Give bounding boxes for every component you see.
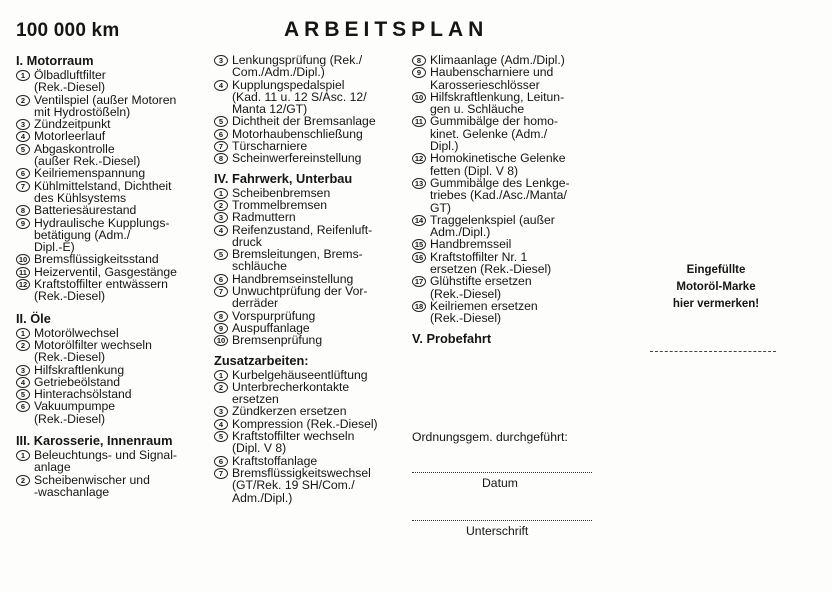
item-text: Dipl.-E) — [34, 240, 75, 255]
date-line[interactable] — [412, 472, 592, 473]
checklist — [16, 69, 212, 303]
item-number-badge: 9 — [412, 67, 426, 78]
item-text: Zündzeitpunkt — [34, 117, 111, 132]
item-text: mit Hydrostößeln) — [34, 104, 131, 119]
item-text: Unterbrecherkontakte — [232, 379, 350, 394]
item-text: Reifenzustand, Reifenluft- — [232, 222, 373, 237]
checklist — [412, 54, 598, 325]
item-number-badge: 1 — [214, 188, 228, 199]
item-text: druck — [232, 234, 262, 249]
item-number-badge: 7 — [214, 286, 228, 297]
item-text: Handbremseinstellung — [232, 271, 354, 286]
item-text: Hinterachsölstand — [34, 387, 132, 402]
item-text: Getriebeölstand — [34, 374, 121, 389]
item-number-badge: 10 — [214, 335, 228, 346]
checklist-section — [16, 54, 212, 303]
item-text: Batteriesäurestand — [34, 203, 137, 218]
item-number-badge: 2 — [16, 95, 30, 106]
checklist — [16, 327, 212, 425]
checklist-item — [214, 115, 406, 127]
item-text: ersetzen — [232, 392, 279, 407]
oil-brand-note — [646, 262, 786, 313]
section-heading: IV. Fahrwerk, Unterbau — [214, 170, 353, 186]
item-text: Kraftstoffilter Nr. 1 — [430, 249, 528, 264]
section-heading: Zusatzarbeiten: — [214, 352, 309, 368]
item-number-badge: 5 — [214, 431, 228, 442]
item-number-badge: 9 — [214, 323, 228, 334]
checklist-item-continuation — [16, 486, 212, 498]
item-text: des Kühlsystems — [34, 190, 127, 205]
item-text: -waschanlage — [34, 484, 110, 499]
checklist-item — [412, 152, 598, 164]
item-number-badge: 14 — [412, 215, 426, 226]
item-text: (außer Rek.-Diesel) — [34, 154, 141, 169]
item-text: Keilriemen ersetzen — [430, 298, 538, 313]
checklist-item-continuation — [16, 351, 212, 363]
item-text: Beleuchtungs- und Signal- — [34, 448, 177, 463]
item-text: Kraftstoffanlage — [232, 453, 318, 468]
item-text: Homokinetische Gelenke — [430, 151, 566, 166]
section-heading: III. Karosserie, Innenraum — [16, 433, 173, 449]
item-text: Gummibälge des Lenkge- — [430, 175, 570, 190]
checklist-item — [412, 238, 598, 250]
column-3 — [412, 54, 598, 347]
item-number-badge: 8 — [16, 205, 30, 216]
checklist-item — [16, 167, 212, 179]
item-number-badge: 1 — [16, 328, 30, 339]
checklist — [214, 369, 406, 504]
item-text: Dipl.) — [430, 139, 459, 154]
item-text: betätigung (Adm./ — [34, 227, 131, 242]
item-number-badge: 8 — [214, 153, 228, 164]
item-number-badge: 3 — [214, 406, 228, 417]
item-text: Hilfskraftlenkung, Leitun- — [430, 89, 565, 104]
checklist-item — [16, 204, 212, 216]
item-number-badge: 13 — [412, 178, 426, 189]
item-number-badge: 2 — [214, 382, 228, 393]
oil-note-line: Motoröl-Marke — [676, 281, 756, 293]
item-number-badge: 1 — [214, 370, 228, 381]
checklist-item — [16, 130, 212, 142]
item-text: Unwuchtprüfung der Vor- — [232, 284, 368, 299]
item-text: Radmuttern — [232, 210, 296, 225]
column-1 — [16, 54, 212, 498]
item-text: Motorleerlauf — [34, 129, 106, 144]
item-text: Motorölwechsel — [34, 325, 119, 340]
item-text: Kühlmittelstand, Dichtheit — [34, 178, 172, 193]
section-heading: II. Öle — [16, 310, 51, 326]
item-number-badge: 10 — [412, 92, 426, 103]
item-text: Haubenscharniere und — [430, 65, 554, 80]
checklist-item — [214, 334, 406, 346]
item-number-badge: 17 — [412, 276, 426, 287]
item-number-badge: 8 — [412, 55, 426, 66]
item-number-badge: 3 — [214, 55, 228, 66]
item-number-badge: 11 — [16, 267, 30, 278]
checklist-item — [16, 364, 212, 376]
item-text: Com./Adm./Dipl.) — [232, 65, 325, 80]
checklist-item-continuation — [214, 479, 406, 491]
oil-note-line: Eingefüllte — [686, 264, 746, 276]
checklist-section — [412, 332, 598, 346]
item-text: Ventilspiel (außer Motoren — [34, 92, 177, 107]
item-number-badge: 16 — [412, 252, 426, 263]
completed-label: Ordnungsgem. durchgeführt: — [412, 430, 568, 444]
item-text: fetten (Dipl. V 8) — [430, 163, 519, 178]
item-text: Hilfskraftlenkung — [34, 362, 125, 377]
item-text: Abgaskontrolle — [34, 141, 115, 156]
item-number-badge: 11 — [412, 116, 426, 127]
item-text: Auspuffanlage — [232, 320, 310, 335]
item-text: Scheibenbremsen — [232, 185, 331, 200]
item-text: Kraftstoffilter entwässern — [34, 277, 168, 292]
checklist — [214, 187, 406, 347]
checklist-section — [214, 172, 406, 347]
checklist-item — [214, 369, 406, 381]
item-text: Vorspurprüfung — [232, 308, 316, 323]
item-text: Keilriemenspannung — [34, 166, 146, 181]
item-number-badge: 7 — [214, 141, 228, 152]
item-text: Kurbelgehäuseentlüftung — [232, 367, 368, 382]
item-number-badge: 2 — [214, 200, 228, 211]
item-text: Motorölfilter wechseln — [34, 337, 152, 352]
oil-brand-entry-line[interactable] — [650, 351, 776, 352]
checklist-section — [214, 54, 406, 165]
item-number-badge: 8 — [214, 311, 228, 322]
section-heading: I. Motorraum — [16, 53, 94, 68]
column-2 — [214, 54, 406, 504]
item-number-badge: 5 — [214, 249, 228, 260]
item-text: kinet. Gelenke (Adm./ — [430, 126, 548, 141]
item-text: Scheinwerfereinstellung — [232, 151, 362, 166]
checklist-item — [214, 211, 406, 223]
checklist-item-continuation — [214, 297, 406, 309]
item-text: Adm./Dipl.) — [232, 490, 293, 505]
checklist-item — [16, 253, 212, 265]
checklist-item — [214, 405, 406, 417]
item-number-badge: 2 — [16, 475, 30, 486]
checklist-section — [412, 54, 598, 325]
item-text: Glühstifte ersetzen — [430, 274, 532, 289]
date-label: Datum — [482, 476, 518, 490]
checklist-item-continuation — [16, 290, 212, 302]
item-text: (GT/Rek. 19 SH/Com./ — [232, 478, 355, 493]
checklist-item-continuation — [214, 492, 406, 504]
checklist-item-continuation — [16, 81, 212, 93]
item-text: schläuche — [232, 259, 287, 274]
item-text: (Kad. 11 u. 12 S/Asc. 12/ — [232, 89, 367, 104]
item-text: (Rek.-Diesel) — [430, 286, 502, 301]
mileage-label: 100 000 km — [16, 20, 120, 41]
item-number-badge: 3 — [16, 365, 30, 376]
page-title: ARBEITSPLAN — [284, 18, 489, 41]
item-text: (Rek.-Diesel) — [430, 311, 502, 326]
checklist — [16, 449, 212, 498]
checklist-item — [412, 66, 598, 78]
item-text: triebes (Kad./Asc./Manta/ — [430, 188, 567, 203]
item-number-badge: 5 — [214, 116, 228, 127]
item-number-badge: 5 — [16, 389, 30, 400]
checklist-item-continuation — [16, 461, 212, 473]
checklist-section — [16, 312, 212, 425]
item-text: Trommelbremsen — [232, 197, 328, 212]
checklist-section — [16, 434, 212, 498]
item-number-badge: 4 — [214, 419, 228, 430]
item-text: Lenkungsprüfung (Rek./ — [232, 53, 363, 67]
checklist-item-continuation — [412, 189, 598, 201]
item-number-badge: 12 — [412, 153, 426, 164]
item-text: Kompression (Rek.-Diesel) — [232, 416, 378, 431]
item-text: (Rek.-Diesel) — [34, 80, 106, 95]
checklist-item — [16, 400, 212, 412]
item-number-badge: 4 — [214, 225, 228, 236]
item-text: Bremsenprüfung — [232, 333, 323, 348]
item-number-badge: 1 — [16, 70, 30, 81]
item-number-badge: 1 — [16, 450, 30, 461]
item-number-badge: 4 — [214, 80, 228, 91]
checklist-item — [214, 224, 406, 236]
checklist-section — [214, 354, 406, 504]
item-text: Kupplungspedalspiel — [232, 77, 345, 92]
item-number-badge: 15 — [412, 239, 426, 250]
signature-label: Unterschrift — [466, 524, 529, 538]
oil-note-line: hier vermerken! — [672, 298, 760, 310]
item-number-badge: 3 — [16, 119, 30, 130]
item-text: (Rek.-Diesel) — [34, 411, 106, 426]
item-text: Handbremsseil — [430, 237, 512, 252]
item-number-badge: 6 — [214, 129, 228, 140]
item-number-badge: 6 — [16, 168, 30, 179]
item-text: Dichtheit der Bremsanlage — [232, 114, 376, 129]
item-text: Gummibälge der homo- — [430, 114, 559, 129]
item-text: Motorhaubenschließung — [232, 126, 363, 141]
item-text: Adm./Dipl.) — [430, 225, 491, 240]
item-number-badge: 6 — [214, 456, 228, 467]
item-text: Zündkerzen ersetzen — [232, 404, 347, 419]
item-text: Hydraulische Kupplungs- — [34, 215, 170, 230]
item-text: derräder — [232, 296, 279, 311]
section-heading: V. Probefahrt — [412, 330, 492, 346]
item-text: Ölbadluftfilter — [34, 68, 106, 82]
signature-line[interactable] — [412, 520, 592, 521]
item-number-badge: 3 — [214, 212, 228, 223]
item-number-badge: 18 — [412, 301, 426, 312]
item-number-badge: 2 — [16, 340, 30, 351]
checklist-item-continuation — [214, 260, 406, 272]
item-number-badge: 4 — [16, 377, 30, 388]
item-text: Karosserieschlösser — [430, 77, 540, 92]
item-number-badge: 5 — [16, 144, 30, 155]
item-text: Klimaanlage (Adm./Dipl.) — [430, 53, 565, 67]
item-text: Bremsflüssigkeitswechsel — [232, 465, 371, 480]
item-number-badge: 4 — [16, 131, 30, 142]
item-text: Scheibenwischer und — [34, 472, 150, 487]
item-text: GT) — [430, 200, 451, 215]
item-text: Türscharniere — [232, 139, 308, 154]
item-text: ersetzen (Rek.-Diesel) — [430, 262, 552, 277]
checklist-item-continuation — [412, 312, 598, 324]
checklist-item — [214, 152, 406, 164]
item-number-badge: 6 — [16, 401, 30, 412]
item-number-badge: 6 — [214, 274, 228, 285]
checklist-item — [16, 217, 212, 229]
item-text: anlage — [34, 460, 71, 475]
item-text: Heizerventil, Gasgestänge — [34, 264, 177, 279]
item-text: Bremsflüssigkeitsstand — [34, 252, 159, 267]
checklist — [214, 54, 406, 165]
item-text: Kraftstoffilter wechseln — [232, 429, 355, 444]
item-number-badge: 12 — [16, 279, 30, 290]
checklist-item-continuation — [16, 413, 212, 425]
checklist-item — [412, 115, 598, 127]
item-text: gen u. Schläuche — [430, 102, 525, 117]
item-text: Bremsleitungen, Brems- — [232, 247, 363, 262]
item-text: (Rek.-Diesel) — [34, 350, 106, 365]
item-number-badge: 10 — [16, 254, 30, 265]
item-number-badge: 9 — [16, 218, 30, 229]
checklist-item-continuation — [214, 442, 406, 454]
item-text: (Dipl. V 8) — [232, 441, 287, 456]
item-text: (Rek.-Diesel) — [34, 289, 106, 304]
checklist-item-continuation — [412, 202, 598, 214]
item-number-badge: 7 — [214, 468, 228, 479]
item-text: Manta 12/GT) — [232, 102, 308, 117]
item-text: Vakuumpumpe — [34, 399, 116, 414]
checklist-item-continuation — [214, 66, 406, 78]
checklist-item — [412, 275, 598, 287]
item-number-badge: 7 — [16, 181, 30, 192]
item-text: Traggelenkspiel (außer — [430, 212, 555, 227]
